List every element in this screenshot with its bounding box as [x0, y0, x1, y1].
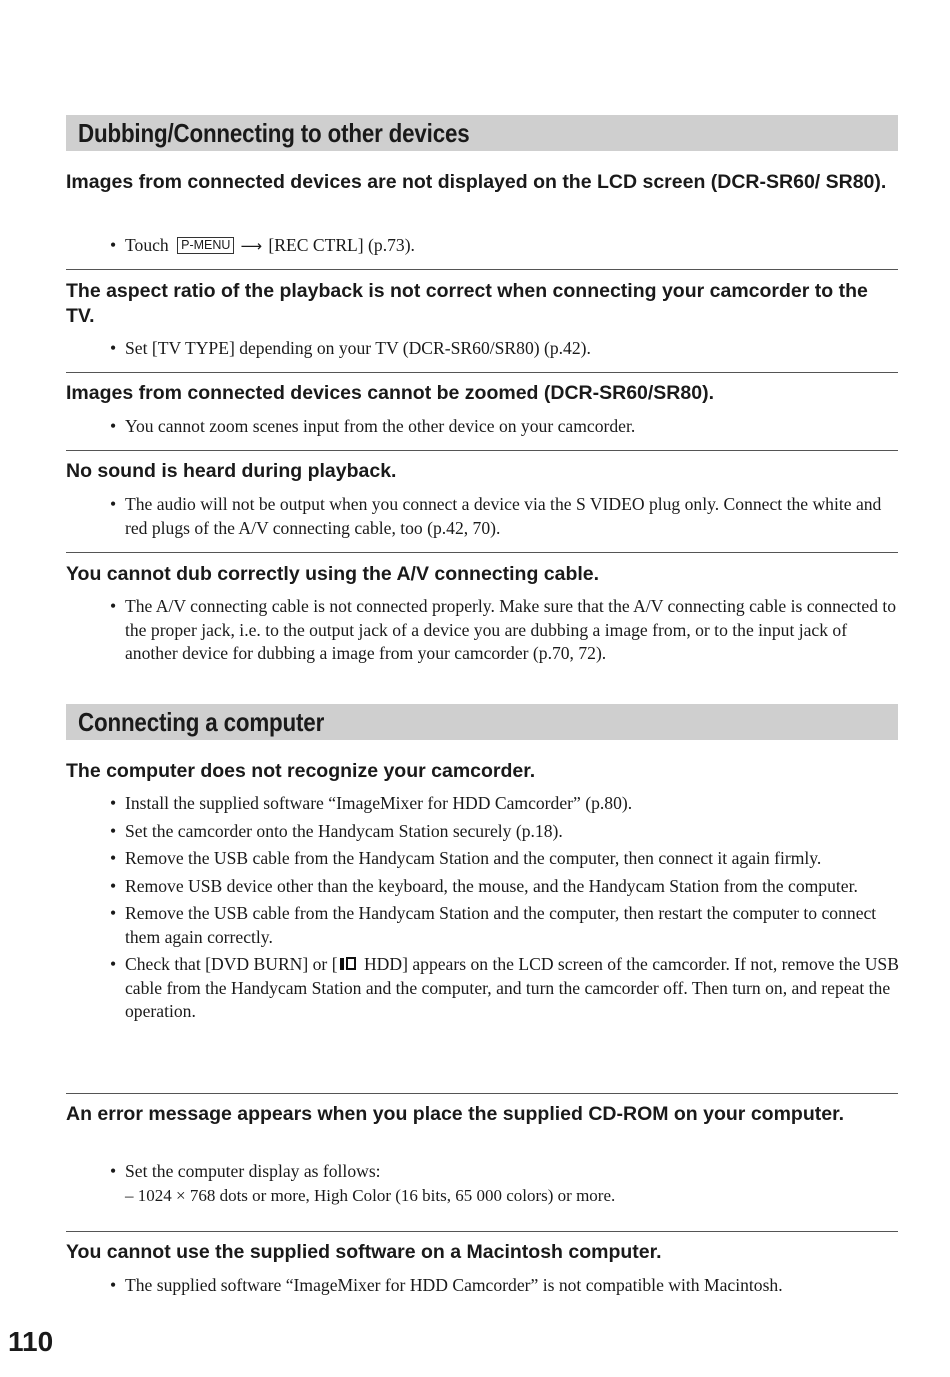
divider	[66, 269, 898, 270]
page-number: 110	[8, 1326, 54, 1357]
answer-item: • Set the camcorder onto the Handycam Station securely (p.18).	[110, 820, 900, 844]
answer-item: • Check that [DVD BURN] or [ HDD] appears on the LCD screen of the camcorder. If not, remove the USB cable from the Handycam Station and the computer, and turn the camcorder off. Then turn on, and repeat the operation.	[110, 953, 900, 1024]
answer-list	[110, 595, 900, 670]
question-heading: You cannot use the supplied software on a Macintosh computer.	[66, 1241, 662, 1263]
answer-list	[110, 234, 900, 263]
section-title: Connecting a computer	[78, 707, 325, 737]
question-heading: You cannot dub correctly using the A/V connecting cable.	[66, 563, 600, 585]
question-heading: The computer does not recognize your camcorder.	[66, 760, 536, 782]
answer-item: • You cannot zoom scenes input from the other device on your camcorder.	[110, 415, 900, 439]
p-menu-key-icon: P-MENU	[177, 237, 234, 254]
answer-item: • Set the computer display as follows:	[110, 1160, 900, 1184]
divider	[66, 372, 898, 373]
arrow-right-icon: ⟶	[240, 237, 262, 255]
answer-list	[110, 415, 900, 443]
question-heading: Images from connected devices are not displayed on the LCD screen (DCR-SR60/ SR80).	[66, 171, 887, 193]
answer-list	[110, 337, 900, 365]
section-header-dubbing	[66, 115, 898, 151]
answer-list	[110, 493, 900, 544]
answer-list	[110, 1160, 900, 1211]
question-heading: An error message appears when you place the supplied CD-ROM on your computer.	[66, 1103, 845, 1125]
answer-item: • Touch P-MENU ⟶ [REC CTRL] (p.73).	[110, 234, 900, 259]
divider	[66, 552, 898, 553]
section-header-computer	[66, 704, 898, 740]
answer-item: • Install the supplied software “ImageMixer for HDD Camcorder” (p.80).	[110, 792, 900, 816]
answer-item: • The audio will not be output when you connect a device via the S VIDEO plug only. Connect the white and red plugs of the A/V connecting cable, too (p.42, 70).	[110, 493, 900, 540]
answer-item: • Remove the USB cable from the Handycam Station and the computer, then restart the computer to connect them again correctly.	[110, 902, 900, 949]
answer-list	[110, 1274, 900, 1302]
question-heading: Images from connected devices cannot be zoomed (DCR-SR60/SR80).	[66, 382, 714, 404]
section-title: Dubbing/Connecting to other devices	[78, 118, 470, 148]
answer-item: • The A/V connecting cable is not connected properly. Make sure that the A/V connecting cable is connected to the proper jack, i.e. to the output jack of a device you are dubbing a image from, or to the input jack of another device for dubbing a image from your camcorder (p.70, 72).	[110, 595, 900, 666]
divider	[66, 1093, 898, 1094]
divider	[66, 1231, 898, 1232]
divider	[66, 450, 898, 451]
answer-item: • Set [TV TYPE] depending on your TV (DCR-SR60/SR80) (p.42).	[110, 337, 900, 361]
answer-item: • Remove the USB cable from the Handycam Station and the computer, then connect it again firmly.	[110, 847, 900, 871]
question-heading: The aspect ratio of the playback is not correct when connecting your camcorder to the TV.	[66, 280, 868, 327]
answer-subnote: – 1024 × 768 dots or more, High Color (16 bits, 65 000 colors) or more.	[125, 1185, 616, 1205]
answer-list	[110, 792, 900, 1028]
question-heading: No sound is heard during playback.	[66, 460, 397, 482]
hdd-camcorder-icon	[340, 956, 358, 972]
answer-item: • Remove USB device other than the keyboard, the mouse, and the Handycam Station from the computer.	[110, 875, 900, 899]
answer-item: • The supplied software “ImageMixer for HDD Camcorder” is not compatible with Macintosh.	[110, 1274, 900, 1298]
